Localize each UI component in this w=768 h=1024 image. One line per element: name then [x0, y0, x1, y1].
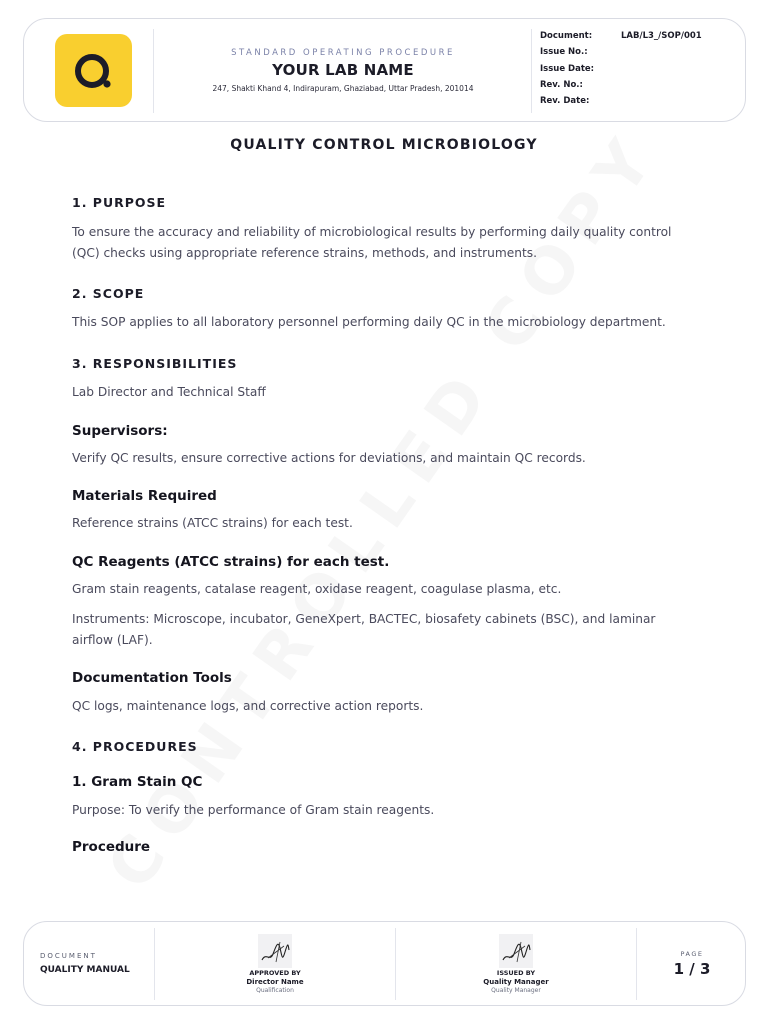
reagents-text: Gram stain reagents, catalase reagent, oxidase reagent, coagulase plasma, etc.	[72, 582, 562, 596]
q-logo-icon	[55, 34, 132, 107]
footer-doc-label: DOCUMENT	[40, 952, 97, 960]
meta-row-issue-date	[540, 64, 740, 80]
header-center	[155, 19, 531, 123]
page-number: 1 / 3	[673, 960, 711, 978]
meta-label: Rev. Date:	[540, 96, 590, 107]
scope-heading: 2. SCOPE	[72, 286, 145, 301]
meta-row-issue-no	[540, 47, 740, 63]
document-meta	[540, 31, 740, 112]
meta-label: Issue Date:	[540, 63, 595, 74]
meta-label: Document:	[540, 31, 593, 41]
responsibilities-heading: 3. RESPONSIBILITIES	[72, 356, 238, 371]
instruments-text: Instruments: Microscope, incubator, GeneXpert, BACTEC, biosafety cabinets (BSC), and laminar airflow (LAF).	[72, 612, 656, 647]
approved-by-label: APPROVED BY	[249, 969, 301, 977]
document-title: QUALITY CONTROL MICROBIOLOGY	[230, 137, 538, 153]
meta-row-document	[540, 31, 740, 47]
approved-by-role: Qualification	[256, 987, 294, 994]
meta-row-rev-no	[540, 80, 740, 96]
lab-name: YOUR LAB NAME	[272, 61, 414, 79]
meta-label: Rev. No.:	[540, 79, 583, 90]
lab-logo	[55, 34, 132, 107]
header-divider	[531, 29, 532, 113]
sop-label: STANDARD OPERATING PROCEDURE	[231, 48, 455, 58]
header-divider	[153, 29, 154, 113]
issued-by-name: Quality Manager	[483, 978, 549, 986]
materials-text: Reference strains (ATCC strains) for each test.	[72, 516, 353, 530]
signature-icon	[499, 934, 533, 968]
issued-by-block	[396, 932, 636, 998]
scope-text: This SOP applies to all laboratory personnel performing daily QC in the microbiology department.	[72, 315, 666, 329]
reagents-heading: QC Reagents (ATCC strains) for each test.	[72, 554, 390, 570]
documentation-heading: Documentation Tools	[72, 670, 232, 686]
purpose-heading: 1. PURPOSE	[72, 195, 167, 210]
document-header	[23, 18, 746, 122]
meta-row-rev-date	[540, 96, 740, 112]
meta-value: LAB/L3_/SOP/001	[621, 31, 702, 41]
signature-icon	[258, 934, 292, 968]
approved-by-name: Director Name	[246, 978, 304, 986]
document-footer	[23, 921, 746, 1006]
page-label: PAGE	[680, 950, 704, 958]
gram-stain-text: Purpose: To verify the performance of Gram stain reagents.	[72, 803, 435, 817]
footer-divider	[636, 928, 637, 1000]
issued-by-role: Quality Manager	[491, 987, 541, 994]
issued-by-label: ISSUED BY	[496, 969, 536, 977]
purpose-text: To ensure the accuracy and reliability of microbiological results by performing daily quality control (QC) checks using appropriate reference strains, methods, and instruments.	[72, 225, 672, 260]
documentation-text: QC logs, maintenance logs, and corrective action reports.	[72, 699, 424, 713]
footer-doc-name: QUALITY MANUAL	[40, 965, 130, 975]
meta-label: Issue No.:	[540, 47, 588, 58]
gram-stain-heading: 1. Gram Stain QC	[72, 774, 203, 790]
lab-address: 247, Shakti Khand 4, Indirapuram, Ghaziabad, Uttar Pradesh, 201014	[212, 84, 474, 93]
supervisors-text: Verify QC results, ensure corrective actions for deviations, and maintain QC records.	[72, 451, 586, 465]
procedures-heading: 4. PROCEDURES	[72, 739, 198, 754]
materials-heading: Materials Required	[72, 488, 217, 504]
responsibilities-text: Lab Director and Technical Staff	[72, 385, 266, 399]
procedure-heading: Procedure	[72, 839, 151, 855]
approved-by-block	[155, 932, 395, 998]
supervisors-heading: Supervisors:	[72, 423, 168, 439]
page-indicator	[638, 922, 746, 1007]
